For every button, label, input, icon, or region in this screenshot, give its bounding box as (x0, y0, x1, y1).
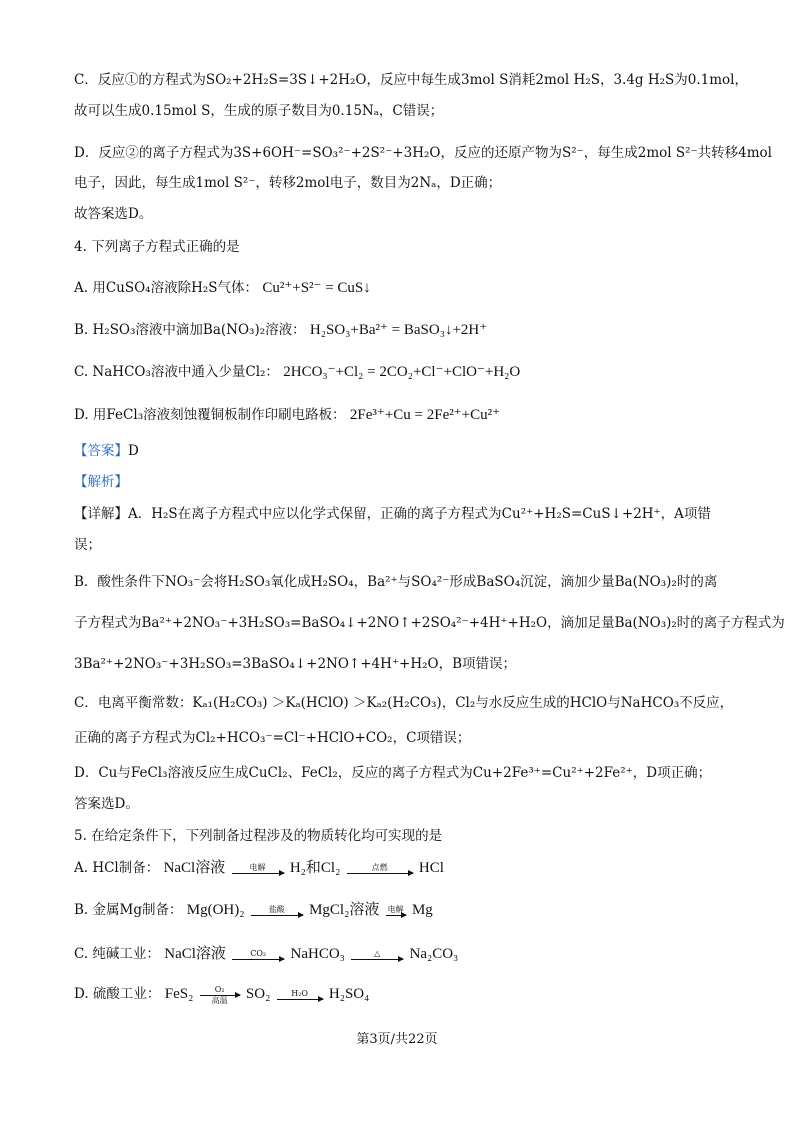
q5-a-condition-1: 电解 (249, 863, 266, 872)
q5-a-substance-3: HCl (418, 860, 444, 876)
q5-c-substance-2: NaHCO₃ (290, 946, 345, 962)
q5-c-substance-3: Na₂CO₃ (409, 946, 459, 962)
q5-b-substance-1: Mg(OH)₂ (186, 902, 245, 918)
detail-tag: 【详解】 (74, 506, 128, 522)
q4-option-d-equation: 2Fe³⁺+Cu = 2Fe²⁺+Cu²⁺ (349, 407, 501, 423)
q5-d-arrow-1 (200, 985, 240, 1005)
q5-b-arrow-2 (386, 905, 406, 916)
q4-option-b-text: B. H₂SO₃溶液中滴加Ba(NO₃)₂溶液： (74, 322, 306, 338)
q5-option-a (74, 858, 754, 886)
arrow-icon (232, 959, 284, 960)
detail-c-line2: 正确的离子方程式为Cl₂+HCO₃⁻=Cl⁻+HClO+CO₂，C项错误； (74, 730, 471, 746)
q5-d-condition-1b: 高温 (211, 995, 228, 1005)
q5-d-substance-1: FeS₂ (164, 986, 194, 1002)
q5-c-condition-2: △ (374, 949, 381, 958)
q5-option-d (74, 984, 754, 1016)
q3-answer: 故答案选D。 (74, 206, 153, 222)
arrow-icon (251, 915, 303, 916)
q3-option-c-line2: 故可以生成0.15mol S，生成的原子数目为0.15Nₐ，C错误； (74, 103, 444, 119)
detail-a-line2: 误； (74, 537, 101, 553)
q5-option-c (74, 944, 754, 972)
arrow-icon (347, 873, 413, 874)
q3-option-d-line1: D．反应②的离子方程式为3S+6OH⁻=SO₃²⁻+2S²⁻+3H₂O，反应的还原产物为S²⁻，每生成2mol S²⁻共转移4mol (74, 145, 772, 161)
q4-option-b (74, 320, 754, 340)
q4-option-c-text: C. NaHCO₃溶液中通入少量Cl₂： (74, 364, 279, 380)
q4-option-c (74, 362, 754, 382)
arrow-icon (200, 995, 240, 996)
q5-option-d-label: D. 硫酸工业： (74, 986, 161, 1002)
arrow-icon (232, 873, 284, 874)
detail-b-line1: B．酸性条件下NO₃⁻会将H₂SO₃氧化成H₂SO₄，Ba²⁺与SO₄²⁻形成BaSO₄沉淀，滴加少量Ba(NO₃)₂时的离 (74, 574, 718, 590)
q5-option-c-label: C. 纯碱工业： (74, 946, 160, 962)
q5-b-substance-3: Mg (411, 902, 433, 918)
q3-option-d-line2: 电子，因此，每生成1mol S²⁻，转移2mol电子，数目为2Nₐ，D正确； (74, 175, 502, 191)
q5-d-condition-1a: O₂ (214, 984, 225, 994)
q5-b-arrow-1 (251, 905, 303, 916)
answer-tag: 【答案】 (74, 443, 128, 459)
q4-answer (74, 441, 754, 461)
q5-option-b-label: B. 金属Mg制备： (74, 902, 183, 918)
q5-a-substance-1: NaCl溶液 (163, 860, 226, 876)
arrow-icon (386, 915, 406, 916)
arrow-icon (277, 999, 323, 1000)
detail-b-line2: 子方程式为Ba²⁺+2NO₃⁻+3H₂SO₃=BaSO₄↓+2NO↑+2SO₄²⁻+4H⁺+H₂O，滴加足量Ba(NO₃)₂时的离子方程式为 (74, 615, 785, 631)
detail-c-line1: C．电离平衡常数：Kₐ₁(H₂CO₃) ＞Kₐ(HClO) ＞Kₐ₂(H₂CO₃)，Cl₂与水反应生成的HClO与NaHCO₃不反应， (74, 695, 734, 711)
q5-c-arrow-2 (351, 949, 403, 960)
answer-value: D (128, 443, 139, 459)
q4-option-a-text: A. 用CuSO₄溶液除H₂S气体： (74, 280, 259, 296)
q5-c-condition-1: CO₂ (250, 949, 267, 958)
q5-stem: 5. 在给定条件下，下列制备过程涉及的物质转化均可实现的是 (74, 828, 443, 844)
q5-d-arrow-2 (277, 989, 323, 1000)
detail-b-line3: 3Ba²⁺+2NO₃⁻+3H₂SO₃=3BaSO₄↓+2NO↑+4H⁺+H₂O，B项错误； (74, 656, 517, 672)
page-footer: 第3页/共22页 (356, 1032, 438, 1047)
q5-option-a-label: A. HCl制备： (74, 860, 160, 876)
q5-d-substance-2: SO₂ (245, 986, 271, 1002)
q5-b-condition-2: 电解 (387, 905, 404, 914)
arrow-icon (351, 959, 403, 960)
analysis-tag-label: 【解析】 (74, 474, 128, 490)
q5-option-b (74, 900, 754, 928)
q4-option-c-equation: 2HCO₃⁻+Cl₂ = 2CO₂+Cl⁻+ClO⁻+H₂O (283, 364, 521, 380)
q4-option-d (74, 405, 754, 425)
detail-a-text: A．H₂S在离子方程式中应以化学式保留，正确的离子方程式为Cu²⁺+H₂S=CuS↓+2H⁺，A项错 (128, 506, 711, 522)
q4-option-b-equation: H₂SO₃+Ba²⁺ = BaSO₃↓+2H⁺ (309, 322, 488, 338)
analysis-tag (74, 472, 754, 492)
detail-answer: 答案选D。 (74, 796, 139, 812)
q4-stem: 4. 下列离子方程式正确的是 (74, 239, 240, 255)
q5-c-substance-1: NaCl溶液 (164, 946, 226, 962)
q5-d-substance-3: H₂SO₄ (328, 986, 370, 1002)
q5-a-arrow-1 (232, 863, 284, 874)
detail-d-line1: D．Cu与FeCl₃溶液反应生成CuCl₂、FeCl₂，反应的离子方程式为Cu+2Fe³⁺=Cu²⁺+2Fe²⁺，D项正确； (74, 765, 712, 781)
q5-d-condition-2: H₂O (291, 989, 308, 998)
q4-option-a (74, 278, 754, 298)
q5-b-condition-1: 盐酸 (268, 905, 285, 914)
q5-a-arrow-2 (347, 863, 413, 874)
q4-option-d-text: D. 用FeCl₃溶液刻蚀覆铜板制作印刷电路板： (74, 407, 346, 423)
q5-a-condition-2: 点燃 (371, 863, 388, 872)
detail-a-line1 (74, 504, 754, 524)
q3-option-c-line1: C．反应①的方程式为SO₂+2H₂S=3S↓+2H₂O，反应中每生成3mol S消耗2mol H₂S，3.4g H₂S为0.1mol， (74, 72, 748, 88)
q5-c-arrow-1 (232, 949, 284, 960)
q5-a-substance-2: H₂和Cl₂ (289, 860, 341, 876)
q5-b-substance-2: MgCl₂溶液 (309, 902, 380, 918)
q4-option-a-equation: Cu²⁺+S²⁻ = CuS↓ (262, 280, 371, 296)
